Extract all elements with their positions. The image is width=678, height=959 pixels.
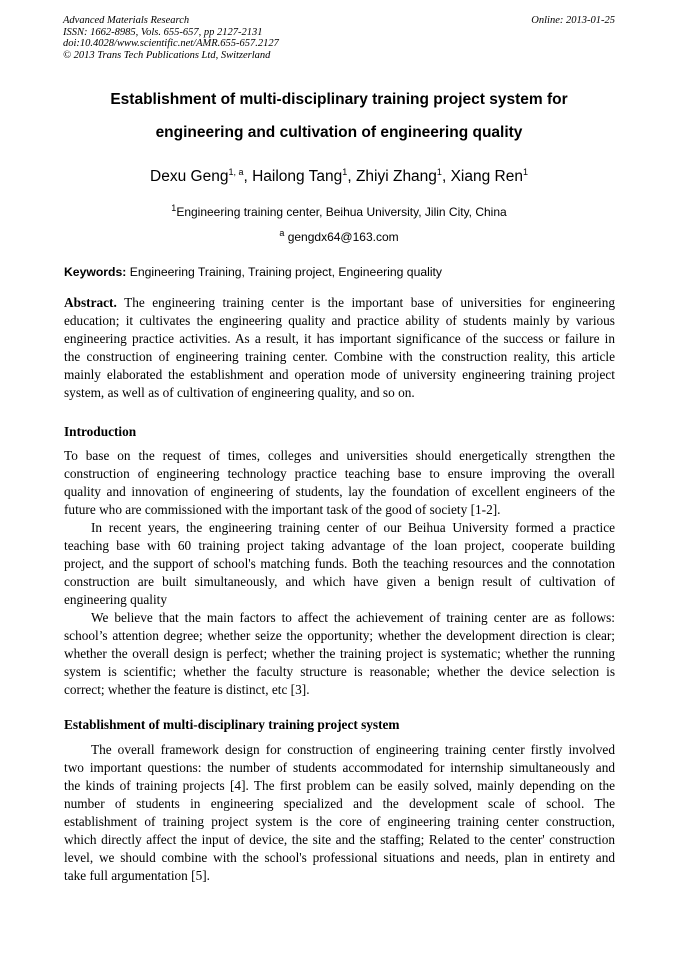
text-line: construction are built simultaneously, and which have given a benign result of cultivation of xyxy=(64,574,615,589)
text-line: To base on the request of times, colleges and universities should energetically strengthen the xyxy=(64,448,615,463)
paper-title-line-1: Establishment of multi-disciplinary training project system for xyxy=(110,91,568,108)
text-line: number of students in engineering specialized and the development scale of school. The xyxy=(64,796,615,811)
abstract-line: education; it cultivates the engineering quality and practice ability of students mainly by various xyxy=(64,313,615,328)
text-line: which directly affect the input of device, the site and the staffing; Related to the center' construction xyxy=(64,832,615,847)
text-line: We believe that the main factors to affect the achievement of training center are as follows: xyxy=(91,610,615,625)
text-line: engineering quality xyxy=(64,592,168,607)
email-text: gengdx64@163.com xyxy=(287,230,399,244)
text-line: construction of engineering technology practice teaching base to ensure improving the overall xyxy=(64,466,615,481)
author-sup: 1 xyxy=(522,167,528,177)
paper-title-line-2: engineering and cultivation of engineering quality xyxy=(155,124,523,141)
author-sup: 1, a xyxy=(228,167,244,177)
email-sup: a xyxy=(279,228,285,238)
affiliation-sup: 1 xyxy=(171,203,177,213)
text-line: system is scientific; whether the faculty structure is reasonable; whether the device selection is xyxy=(64,664,615,679)
author-list: Dexu Geng$^{1, a}$, Hailong Tang$^1$, Zhiyi Zhang$^1$, Xiang Ren$^1$ xyxy=(150,167,528,186)
keywords xyxy=(64,265,442,279)
text-line: future who are commissioned with the important task of the good of society [1-2]. xyxy=(64,502,501,517)
text-line: take full argumentation [5]. xyxy=(64,868,210,883)
text-line: teaching base with 60 training project taking advantage of the loan project, cooperate building xyxy=(64,538,615,553)
abstract-text: The engineering training center is the important base of universities for engineering xyxy=(116,295,615,310)
abstract-line: mainly elaborated the establishment and operation mode of university engineering training project xyxy=(64,367,615,382)
copyright: © 2013 Trans Tech Publications Ltd, Switzerland xyxy=(63,49,271,61)
abstract-line: the construction of engineering training center. Combine with the construction reality, this article xyxy=(64,349,615,364)
text-line: establishment of training project system is the core of engineering training center construction, xyxy=(64,814,615,829)
text-line: the kinds of training projects [4]. The first problem can be easily solved, mainly depending on the xyxy=(64,778,615,793)
text-line: whether the overall design is perfect; whether the training project is systematic; whether the running xyxy=(64,646,615,661)
section-establishment-body xyxy=(64,741,615,885)
section-heading: Establishment of multi-disciplinary training project system xyxy=(64,717,400,732)
text-line: quality and innovation of engineering of students, lay the foundation of excellent engineers of the xyxy=(64,484,615,499)
issn: ISSN: 1662-8985, Vols. 655-657, pp 2127-2131 xyxy=(63,26,263,38)
abstract-label: Abstract. xyxy=(64,295,117,310)
author: Xiang Ren xyxy=(450,168,523,186)
author: Hailong Tang xyxy=(252,168,343,186)
doi: doi:10.4028/www.scientific.net/AMR.655-657.2127 xyxy=(63,38,279,49)
text-line: two important questions: the number of students accommodated for internship simultaneously and xyxy=(64,760,615,775)
affiliation xyxy=(0,203,678,219)
text-line: In recent years, the engineering training center of our Beihua University formed a practice xyxy=(91,520,615,535)
abstract-line: system, as well as of cultivation of engineering quality, and so on. xyxy=(64,385,415,400)
author: Dexu Geng xyxy=(150,168,229,186)
journal-header xyxy=(63,15,279,61)
keywords-text: Engineering Training, Training project, Engineering quality xyxy=(129,265,443,279)
text-line: project, and the support of school's matching funds. Both the teaching resources and the connotation xyxy=(64,556,615,571)
abstract xyxy=(64,294,615,402)
abstract-line: engineering practice activities. As a result, it has important significance of the success or failure in xyxy=(64,331,615,346)
text-line: The overall framework design for construction of engineering training center firstly involved xyxy=(91,742,615,757)
affiliation-text: Engineering training center, Beihua University, Jilin City, China xyxy=(176,205,507,219)
journal-name: Advanced Materials Research xyxy=(63,15,190,26)
author-sup: 1 xyxy=(342,167,348,177)
section-heading: Introduction xyxy=(64,424,137,439)
section-introduction-body xyxy=(64,447,615,699)
online-date: Online: 2013-01-25 xyxy=(531,15,615,26)
author-sup: 1 xyxy=(436,167,442,177)
text-line: school’s attention degree; whether seize the opportunity; whether the development direction is clear; xyxy=(64,628,615,643)
email xyxy=(0,228,678,244)
abstract-line xyxy=(64,294,615,312)
text-line: level, we should combine with the school's professional situations and needs, plan in entirety and xyxy=(64,850,615,865)
keywords-label: Keywords: xyxy=(64,265,127,279)
text-line: correct; whether the feature is distinct, etc [3]. xyxy=(64,682,310,697)
author: Zhiyi Zhang xyxy=(355,168,437,186)
